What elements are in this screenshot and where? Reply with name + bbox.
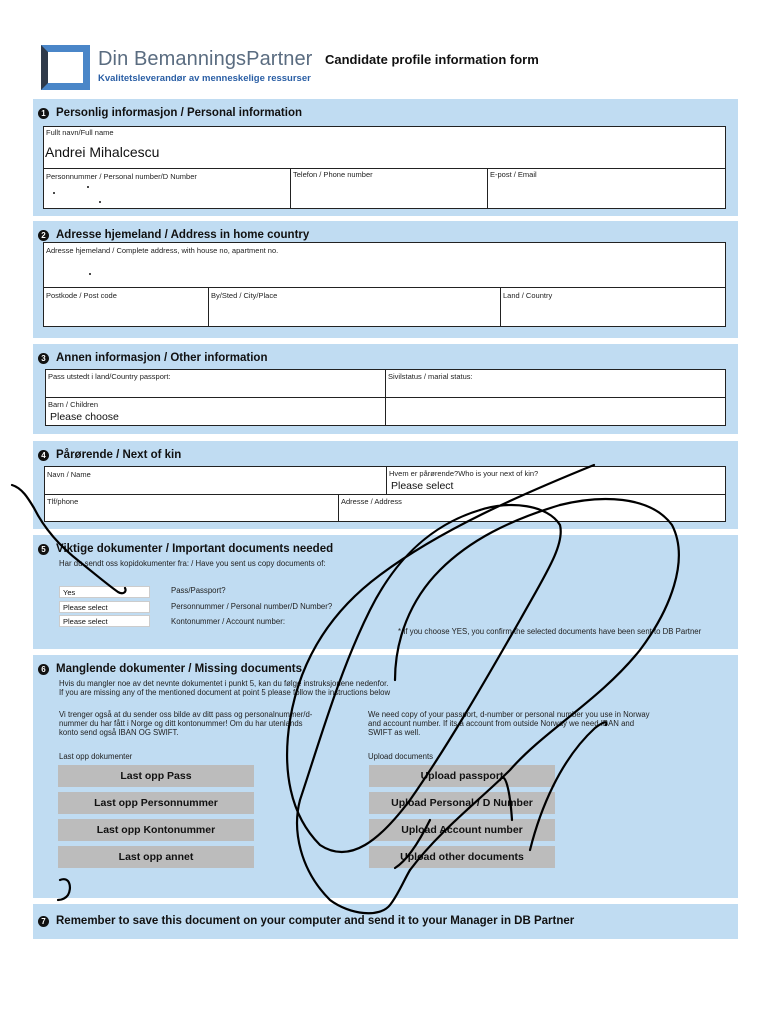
empty-field: [385, 397, 726, 426]
email-label: E-post / Email: [490, 170, 537, 179]
fullname-value: Andrei Mihalcescu: [45, 144, 160, 160]
personal-number-select[interactable]: Please select: [59, 601, 150, 613]
section-personal-info: [33, 99, 738, 216]
section-important-documents: [33, 535, 738, 649]
personal-number-label: Personnummer / Personal number/D Number: [46, 172, 197, 181]
kin-name-label: Navn / Name: [47, 470, 91, 479]
postcode-label: Postkode / Post code: [46, 291, 117, 300]
form-title: Candidate profile information form: [325, 52, 539, 67]
upload-pass-button-no[interactable]: Last opp Pass: [58, 765, 254, 787]
upload-personal-number-button-no[interactable]: Last opp Personnummer: [58, 792, 254, 814]
section-number: 1: [38, 108, 49, 119]
marital-status-label: Sivilstatus / marial status:: [388, 372, 473, 381]
kin-name-field[interactable]: [44, 466, 387, 495]
section-number: 5: [38, 544, 49, 555]
fullname-field[interactable]: [43, 126, 726, 169]
upload-passport-button[interactable]: Upload passport: [369, 765, 555, 787]
norwegian-instructions-2: nummer du har fått i Norge og ditt kontonummer! Om du har utenlands: [59, 719, 303, 728]
section-heading: [38, 543, 333, 555]
section-heading: [38, 915, 574, 927]
norwegian-instructions-1: Vi trenger også at du sender oss bilde av ditt pass og personalnummer/d-: [59, 710, 313, 719]
kin-relation-label: Hvem er pårørende?Who is your next of kin?: [389, 469, 539, 478]
kin-phone-field[interactable]: [44, 494, 339, 522]
section-heading: [38, 449, 181, 461]
missing-intro-no: Hvis du mangler noe av det nevnte dokumentet i punkt 5, kan du følge instruksjonene nedenfor.: [59, 679, 389, 688]
save-reminder-text: Remember to save this document on your computer and send it to your Manager in DB Partner: [56, 915, 575, 927]
account-number-select[interactable]: Please select: [59, 615, 150, 627]
english-instructions-2: and account number. If its a account from outside Norway we need IBAN and: [368, 719, 635, 728]
city-label: By/Sted / City/Place: [211, 291, 278, 300]
upload-heading-no: Last opp dokumenter: [59, 752, 133, 761]
email-field[interactable]: [487, 168, 726, 209]
kin-phone-label: Tlf/phone: [47, 497, 79, 506]
company-logo: [41, 45, 90, 90]
section-number: 3: [38, 353, 49, 364]
section-missing-documents: [33, 655, 738, 898]
documents-note: * If you choose YES, you confirm the selected documents have been sent to DB Partner: [398, 627, 702, 636]
section-heading: [38, 229, 309, 241]
upload-other-documents-button[interactable]: Upload other documents: [369, 846, 555, 868]
section-title: Adresse hjemeland / Address in home country: [56, 229, 310, 241]
upload-heading-en: Upload documents: [368, 752, 434, 761]
section-title: Personlig informasjon / Personal information: [56, 107, 303, 119]
english-instructions-3: SWIFT as well.: [368, 728, 421, 737]
section-next-of-kin: [33, 441, 738, 529]
passport-question: Pass/Passport?: [171, 586, 226, 595]
city-field[interactable]: [208, 287, 501, 327]
upload-personal-number-button[interactable]: Upload Personal / D Number: [369, 792, 555, 814]
upload-account-number-button[interactable]: Upload Account number: [369, 819, 555, 841]
children-label: Barn / Children: [48, 400, 99, 409]
kin-address-label: Adresse / Address: [341, 497, 402, 506]
phone-field[interactable]: [290, 168, 488, 209]
section-home-address: [33, 221, 738, 338]
logo-subtitle: Kvalitetsleverandør av menneskelige ressurser: [98, 73, 311, 84]
home-address-field[interactable]: [43, 242, 726, 288]
section-save-reminder: [33, 904, 738, 939]
english-instructions-1: We need copy of your passport, d-number or personal number you use in Norway: [368, 710, 650, 719]
section-number: 2: [38, 230, 49, 241]
section-number: 6: [38, 664, 49, 675]
section-title: Viktige dokumenter / Important documents needed: [56, 543, 334, 555]
country-label: Land / Country: [503, 291, 553, 300]
kin-address-field[interactable]: [338, 494, 726, 522]
marital-status-field[interactable]: [385, 369, 726, 398]
upload-other-button-no[interactable]: Last opp annet: [58, 846, 254, 868]
kin-relation-field[interactable]: [386, 466, 726, 495]
section-title: Annen informasjon / Other information: [56, 352, 268, 364]
section-heading: [38, 107, 302, 119]
section-other-info: [33, 344, 738, 434]
children-field[interactable]: [45, 397, 386, 426]
country-field[interactable]: [500, 287, 726, 327]
norwegian-instructions-3: konto send også IBAN OG SWIFT.: [59, 728, 179, 737]
passport-select[interactable]: Yes: [59, 586, 150, 598]
section-number: 4: [38, 450, 49, 461]
upload-account-number-button-no[interactable]: Last opp Kontonummer: [58, 819, 254, 841]
logo-title: Din BemanningsPartner: [98, 48, 313, 70]
section-number: 7: [38, 916, 49, 927]
section-heading: [38, 352, 267, 364]
documents-question: Har du sendt oss kopidokumenter fra: / Have you sent us copy documents of:: [59, 559, 326, 568]
section-title: Manglende dokumenter / Missing documents: [56, 663, 303, 675]
personal-number-question: Personnummer / Personal number/D Number?: [171, 602, 333, 611]
passport-country-field[interactable]: [45, 369, 386, 398]
home-address-label: Adresse hjemeland / Complete address, with house no, apartment no.: [46, 246, 279, 255]
missing-intro-en: If you are missing any of the mentioned document at point 5 please follow the instructions below: [59, 688, 391, 697]
children-value: Please choose: [50, 411, 119, 423]
account-number-question: Kontonummer / Account number:: [171, 617, 285, 626]
personal-number-field[interactable]: [43, 168, 291, 209]
postcode-field[interactable]: [43, 287, 209, 327]
phone-label: Telefon / Phone number: [293, 170, 373, 179]
fullname-label: Fullt navn/Full name: [46, 128, 114, 137]
section-heading: [38, 663, 302, 675]
kin-relation-value: Please select: [391, 480, 454, 492]
section-title: Pårørende / Next of kin: [56, 449, 182, 461]
passport-country-label: Pass utstedt i land/Country passport:: [48, 372, 171, 381]
